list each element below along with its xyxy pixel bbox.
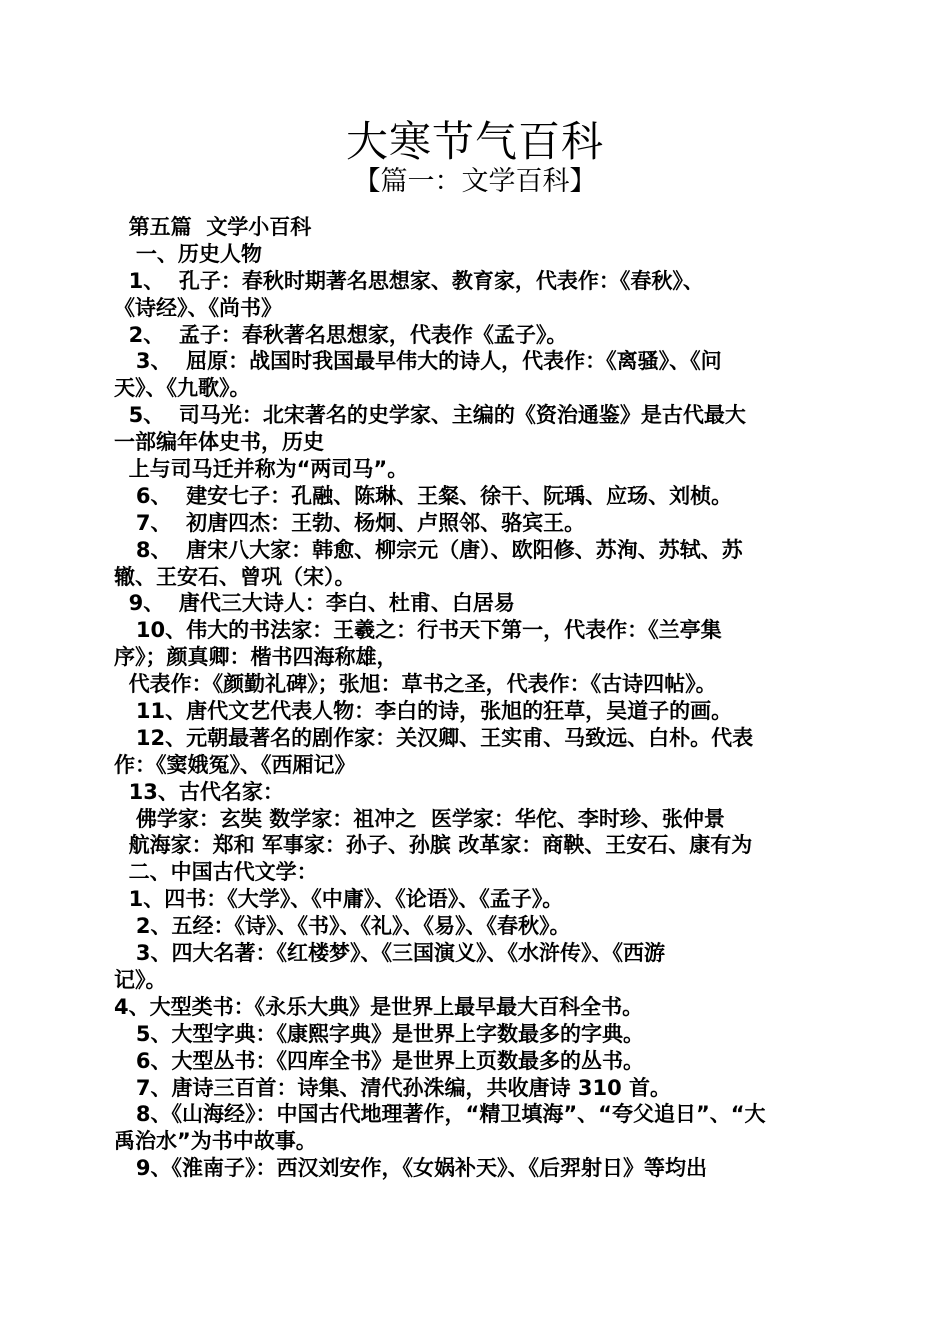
text-line: 记》。	[114, 967, 167, 992]
text-line: 第五篇 文学小百科	[114, 215, 312, 239]
text-line: 4、大型类书：《永乐大典》是世界上最早最大百科全书。	[114, 994, 644, 1019]
text-line: 7、唐诗三百首：诗集、清代孙洙编，共收唐诗 310 首。	[114, 1075, 672, 1100]
text-line: 7、 初唐四杰：王勃、杨炯、卢照邻、骆宾王。	[114, 510, 586, 535]
text-line: 8、《山海经》：中国古代地理著作，“精卫填海”、“夸父追日”、“大	[114, 1102, 766, 1127]
text-line: 12、元朝最著名的剧作家：关汉卿、王实甫、马致远、白朴。代表	[114, 725, 754, 750]
text-line: 8、 唐宋八大家：韩愈、柳宗元（唐）、欧阳修、苏洵、苏轼、苏	[114, 537, 743, 562]
text-line: 1、四书：《大学》、《中庸》、《论语》、《孟子》。	[114, 887, 564, 912]
text-line: 一、历史人物	[114, 241, 262, 266]
page-title: 大寒节气百科	[345, 117, 604, 166]
text-line: 《诗经》、《尚书》	[114, 295, 282, 320]
text-line: 序》；颜真卿：楷书四海称雄，	[114, 645, 398, 670]
text-line: 2、 孟子：春秋著名思想家，代表作《孟子》。	[114, 322, 568, 347]
text-line: 佛学家：玄奘 数学家：祖冲之 医学家：华佗、李时珍、张仲景	[114, 806, 725, 831]
text-line: 5、大型字典：《康熙字典》是世界上字数最多的字典。	[114, 1021, 645, 1046]
text-line: 二、中国古代文学：	[114, 860, 318, 885]
text-line: 航海家：郑和 军事家：孙子、孙膑 改革家：商鞅、王安石、康有为	[114, 833, 753, 858]
text-line: 6、 建安七子：孔融、陈琳、王粲、徐干、阮瑀、应玚、刘桢。	[114, 483, 733, 508]
page-subtitle: 【篇一：文学百科】	[353, 166, 597, 197]
text-line: 作：《窦娥冤》、《西厢记》	[114, 752, 356, 777]
text-line: 一部编年体史书，历史	[114, 430, 324, 455]
text-line: 10、伟大的书法家：王羲之：行书天下第一，代表作：《兰亭集	[114, 618, 722, 643]
text-line: 5、 司马光：北宋著名的史学家、主编的《资治通鉴》是古代最大	[114, 403, 746, 428]
text-line: 9、 唐代三大诗人：李白、杜甫、白居易	[114, 591, 515, 616]
text-line: 上与司马迁并称为“两司马”。	[114, 457, 409, 482]
text-line: 1、 孔子：春秋时期著名思想家、教育家，代表作：《春秋》、	[114, 268, 704, 293]
text-line: 3、四大名著：《红楼梦》、《三国演义》、《水浒传》、《西游	[114, 941, 666, 966]
text-line: 6、大型丛书：《四库全书》是世界上页数最多的丛书。	[114, 1048, 645, 1073]
text-line: 天》、《九歌》。	[114, 376, 251, 401]
text-line: 辙、王安石、曾巩（宋）。	[114, 564, 356, 589]
document-body	[114, 214, 834, 1182]
text-line: 9、《淮南子》：西汉刘安作，《女娲补天》、《后羿射日》等均出	[114, 1156, 708, 1181]
text-line: 11、唐代文艺代表人物：李白的诗，张旭的狂草，吴道子的画。	[114, 699, 733, 724]
text-line: 代表作：《颜勤礼碑》；张旭：草书之圣，代表作：《古诗四帖》。	[114, 672, 717, 697]
text-line: 禹治水”为书中故事。	[114, 1129, 317, 1154]
text-line: 2、五经：《诗》、《书》、《礼》、《易》、《春秋》。	[114, 914, 571, 939]
text-line: 3、 屈原：战国时我国最早伟大的诗人，代表作：《离骚》、《问	[114, 349, 722, 374]
text-line: 13、古代名家：	[114, 779, 284, 804]
